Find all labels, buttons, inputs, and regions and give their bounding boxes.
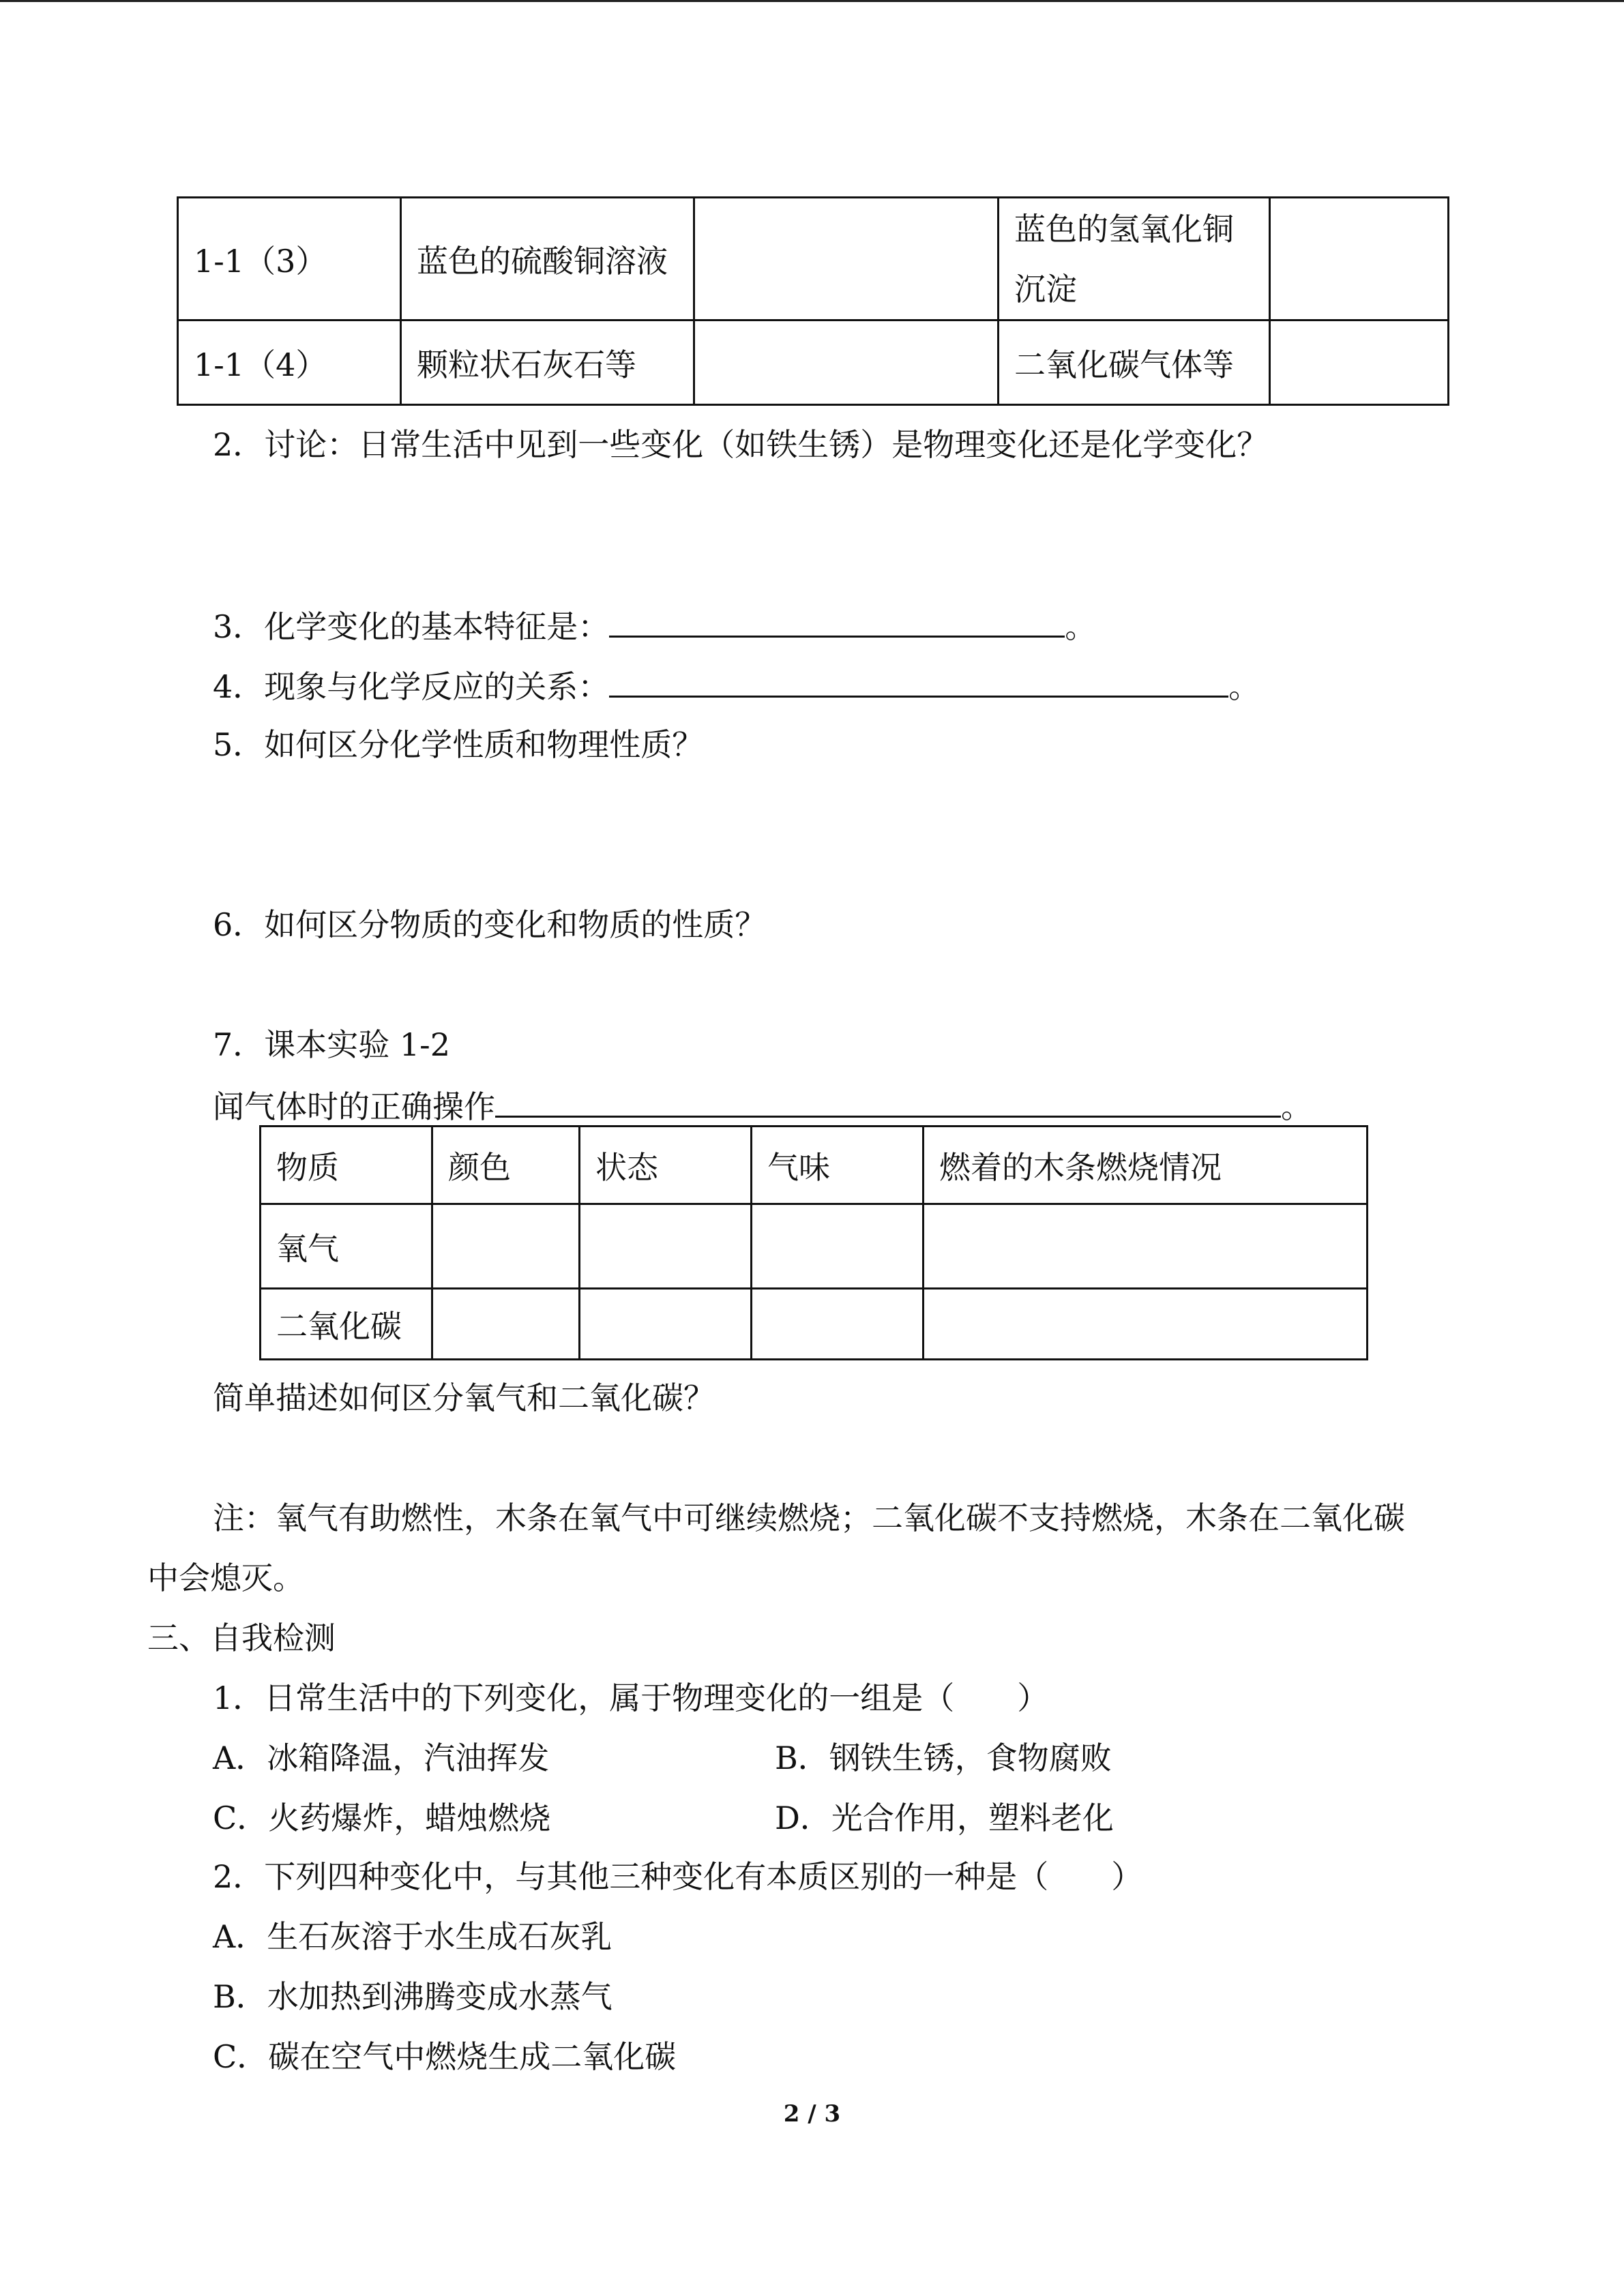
mc1-question: 1．日常生活中的下列变化，属于物理变化的一组是（ ） <box>213 1680 1049 1716</box>
mc1-option-b: B．钢铁生锈，食物腐败 <box>775 1740 1112 1776</box>
top-border <box>0 0 1624 2</box>
punctuation: 。 <box>1281 1088 1312 1125</box>
table-cell: 1-1（4） <box>178 320 401 405</box>
describe-question: 简单描述如何区分氧气和二氧化碳？ <box>213 1380 715 1416</box>
cell-line: 沉淀 <box>1014 270 1077 308</box>
mc1-option-c: C．火药爆炸，蜡烛燃烧 <box>213 1800 551 1836</box>
table-cell <box>1270 320 1449 405</box>
table-cell <box>580 1204 752 1289</box>
question-label: 3．化学变化的基本特征是： <box>213 608 610 645</box>
table-cell <box>1270 198 1449 320</box>
table-cell: 氧气 <box>261 1204 432 1289</box>
question-5: 5．如何区分化学性质和物理性质？ <box>213 726 704 763</box>
header-cell: 燃着的木条燃烧情况 <box>924 1127 1368 1204</box>
cell-line: 蓝色的氢氧化铜 <box>1014 210 1234 248</box>
page-number: 2 / 3 <box>783 2100 841 2128</box>
note-line-1: 注：氧气有助燃性，木条在氧气中可继续燃烧；二氧化碳不支持燃烧，木条在二氧化碳 <box>213 1500 1405 1536</box>
table-row <box>261 1204 1368 1289</box>
smell-operation <box>213 1086 1312 1127</box>
experiment-table <box>177 196 1449 406</box>
table-row <box>178 320 1449 405</box>
mc2-option-c: C．碳在空气中燃烧生成二氧化碳 <box>213 2038 677 2075</box>
mc1-option-d: D．光合作用，塑料老化 <box>775 1800 1114 1836</box>
question-2: 2．讨论：日常生活中见到一些变化（如铁生锈）是物理变化还是化学变化？ <box>213 426 1269 463</box>
header-cell: 物质 <box>261 1127 432 1204</box>
table-row <box>261 1289 1368 1360</box>
table-cell <box>432 1289 580 1360</box>
table-cell <box>694 320 999 405</box>
answer-blank[interactable] <box>495 1086 1281 1118</box>
table-cell: 颗粒状石灰石等 <box>401 320 694 405</box>
question-3 <box>213 606 1096 647</box>
mc2-option-a: A．生石灰溶于水生成石灰乳 <box>213 1918 612 1955</box>
header-cell: 气味 <box>752 1127 924 1204</box>
header-cell: 状态 <box>580 1127 752 1204</box>
question-label: 4．现象与化学反应的关系： <box>213 668 610 705</box>
table-cell <box>432 1204 580 1289</box>
table-cell: 1-1（3） <box>178 198 401 320</box>
mc2-option-b: B．水加热到沸腾变成水蒸气 <box>213 1978 612 2015</box>
punctuation: 。 <box>1228 668 1260 705</box>
table-cell <box>580 1289 752 1360</box>
table-cell <box>752 1289 924 1360</box>
section-heading: 三、自我检测 <box>147 1620 336 1656</box>
table-row <box>178 198 1449 320</box>
table-cell <box>924 1289 1368 1360</box>
question-7: 7．课本实验 1-2 <box>213 1026 450 1063</box>
answer-blank[interactable] <box>609 666 1228 698</box>
punctuation: 。 <box>1065 608 1097 645</box>
table-cell <box>924 1204 1368 1289</box>
mc1-option-a: A．冰箱降温，汽油挥发 <box>213 1740 550 1776</box>
table-cell: 蓝色的硫酸铜溶液 <box>401 198 694 320</box>
table-cell: 二氧化碳 <box>261 1289 432 1360</box>
table-cell <box>694 198 999 320</box>
table-header-row <box>261 1127 1368 1204</box>
mc2-question: 2．下列四种变化中，与其他三种变化有本质区别的一种是（ ） <box>213 1858 1143 1895</box>
table-cell <box>999 198 1270 320</box>
gas-comparison-table <box>259 1125 1368 1360</box>
answer-blank[interactable] <box>609 606 1065 638</box>
note-line-2: 中会熄灭。 <box>147 1560 304 1596</box>
header-cell: 颜色 <box>432 1127 580 1204</box>
question-label: 闻气体时的正确操作 <box>213 1088 495 1125</box>
table-cell: 二氧化碳气体等 <box>999 320 1270 405</box>
question-4 <box>213 666 1260 707</box>
question-6: 6．如何区分物质的变化和物质的性质？ <box>213 906 767 943</box>
table-cell <box>752 1204 924 1289</box>
